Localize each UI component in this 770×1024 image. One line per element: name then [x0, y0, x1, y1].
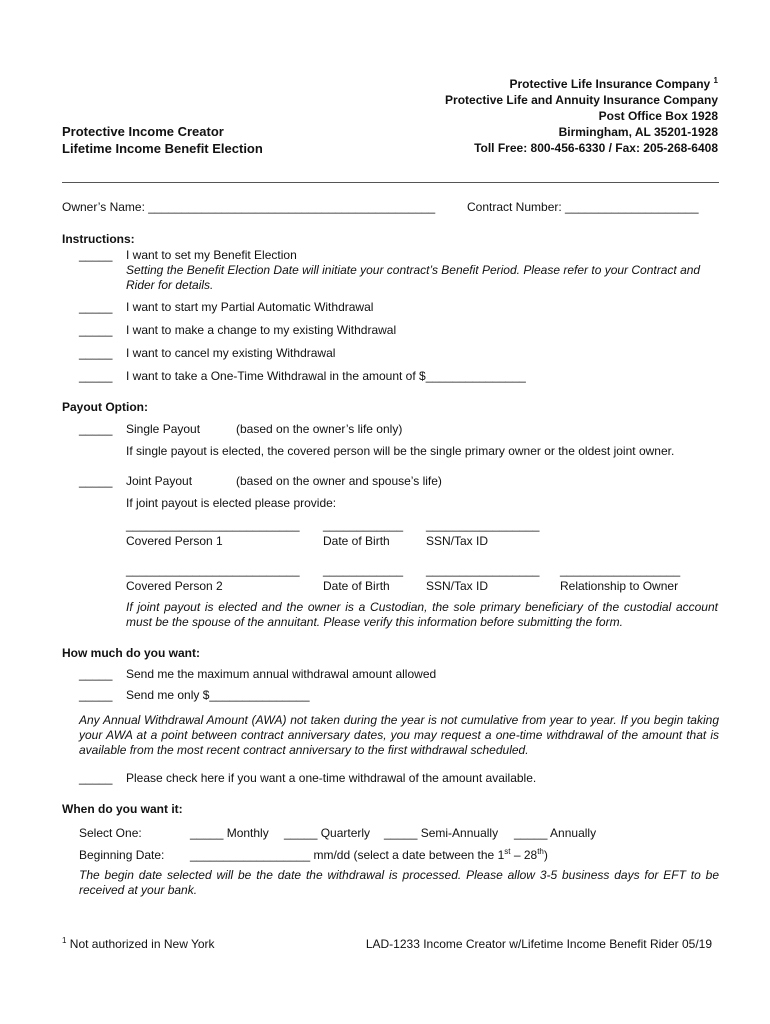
header-divider: [62, 182, 719, 183]
option-monthly[interactable]: _____ Monthly: [190, 826, 269, 840]
company-name: Protective Life Insurance Company: [509, 77, 711, 91]
beginning-date-line: __________________ mm/dd (select a date between the 1: [190, 848, 505, 862]
company-phones: Toll Free: 800-456-6330 / Fax: 205-268-6408: [474, 141, 718, 155]
instruction-start-withdrawal: I want to start my Partial Automatic Withdrawal: [126, 300, 374, 314]
covered-person-1-label: Covered Person 1: [126, 534, 223, 548]
dob-1-label: Date of Birth: [323, 534, 390, 548]
payout-joint-note: If joint payout is elected please provide:: [126, 496, 337, 510]
payout-joint-label: Joint Payout: [126, 474, 193, 488]
relationship-label: Relationship to Owner: [560, 579, 679, 593]
instruction-change-withdrawal: I want to make a change to my existing Withdrawal: [126, 323, 397, 337]
instruction-blank[interactable]: _____: [79, 346, 113, 360]
payout-heading: Payout Option:: [62, 400, 148, 414]
form-title: Protective Income Creator: [62, 124, 224, 139]
payout-single-note: If single payout is elected, the covered person will be the single primary owner or the oldest joint owner.: [126, 444, 675, 458]
payout-single-blank[interactable]: _____: [79, 422, 113, 436]
superscript-st: st: [504, 847, 511, 856]
option-semi-annually[interactable]: _____ Semi-Annually: [384, 826, 499, 840]
dob-2-label: Date of Birth: [323, 579, 390, 593]
timing-heading: When do you want it:: [62, 802, 183, 816]
payout-single-basis: (based on the owner’s life only): [236, 422, 403, 436]
ssn-2-label: SSN/Tax ID: [426, 579, 489, 593]
covered-person-1-line[interactable]: __________________________: [126, 518, 300, 532]
relationship-line[interactable]: __________________: [560, 563, 681, 577]
custodian-note: If joint payout is elected and the owner is a Custodian, the sole primary beneficiary of the custodial account must be the spouse of the annuitant. Please verify this information before submitting the form.: [126, 600, 718, 629]
footer-footnote: [62, 937, 215, 952]
instruction-set-election: I want to set my Benefit Election: [126, 248, 297, 262]
option-annually[interactable]: _____ Annually: [514, 826, 597, 840]
onetime-blank[interactable]: _____: [79, 771, 113, 785]
instruction-blank[interactable]: _____: [79, 300, 113, 314]
onetime-option: Please check here if you want a one-time withdrawal of the amount available.: [126, 771, 537, 785]
footnote-text: Not authorized in New York: [69, 937, 215, 951]
superscript-th: th: [537, 847, 544, 856]
owner-name-field[interactable]: Owner’s Name: ___________________________________________: [62, 200, 436, 214]
dob-2-line[interactable]: ____________: [323, 563, 404, 577]
company-annuity-name: Protective Life and Annuity Insurance Company: [445, 93, 718, 107]
footnote-marker: 1: [62, 936, 67, 945]
dob-1-line[interactable]: ____________: [323, 518, 404, 532]
footnote-marker: 1: [713, 76, 718, 85]
payout-joint-basis: (based on the owner and spouse’s life): [236, 474, 442, 488]
company-address-block: [445, 76, 718, 156]
amount-only-blank[interactable]: _____: [79, 688, 113, 702]
company-city: Birmingham, AL 35201-1928: [558, 125, 718, 139]
instruction-cancel-withdrawal: I want to cancel my existing Withdrawal: [126, 346, 336, 360]
amount-only-option[interactable]: Send me only $_______________: [126, 688, 310, 702]
footer-form-code: LAD-1233 Income Creator w/Lifetime Income Benefit Rider 05/19: [365, 937, 712, 951]
company-po-box: Post Office Box 1928: [598, 109, 718, 123]
ssn-2-line[interactable]: _________________: [426, 563, 540, 577]
beginning-date-label: Beginning Date:: [79, 848, 165, 862]
payout-single-label: Single Payout: [126, 422, 201, 436]
instruction-one-time-withdrawal[interactable]: I want to take a One-Time Withdrawal in the amount of $_______________: [126, 369, 526, 383]
instruction-blank[interactable]: _____: [79, 323, 113, 337]
select-one-label: Select One:: [79, 826, 142, 840]
instructions-heading: Instructions:: [62, 232, 135, 246]
date-range-close: ): [543, 848, 548, 862]
instruction-note: Setting the Benefit Election Date will initiate your contract’s Benefit Period. Please refer to your Contract and Rider for details.: [126, 263, 701, 292]
contract-number-field[interactable]: Contract Number: ____________________: [467, 200, 699, 214]
awa-note: Any Annual Withdrawal Amount (AWA) not taken during the year is not cumulative from year to year. If you begin taking your AWA at a point between contract anniversary dates, you may request a one-time withdrawal of the amount that is available from the most recent contract anniversary to the first withdrawal scheduled.: [79, 713, 719, 757]
ssn-1-line[interactable]: _________________: [426, 518, 540, 532]
covered-person-2-line[interactable]: __________________________: [126, 563, 300, 577]
ssn-1-label: SSN/Tax ID: [426, 534, 489, 548]
beginning-date-field[interactable]: [190, 848, 548, 863]
amount-heading: How much do you want:: [62, 646, 200, 660]
payout-joint-blank[interactable]: _____: [79, 474, 113, 488]
amount-max-option: Send me the maximum annual withdrawal amount allowed: [126, 667, 437, 681]
instruction-blank[interactable]: _____: [79, 369, 113, 383]
amount-max-blank[interactable]: _____: [79, 667, 113, 681]
form-subtitle: Lifetime Income Benefit Election: [62, 141, 263, 156]
instruction-blank[interactable]: _____: [79, 248, 113, 262]
timing-note: The begin date selected will be the date the withdrawal is processed. Please allow 3-5 business days for EFT to be received at your bank.: [79, 868, 719, 897]
date-range-dash: – 28: [510, 848, 538, 862]
option-quarterly[interactable]: _____ Quarterly: [284, 826, 371, 840]
covered-person-2-label: Covered Person 2: [126, 579, 223, 593]
